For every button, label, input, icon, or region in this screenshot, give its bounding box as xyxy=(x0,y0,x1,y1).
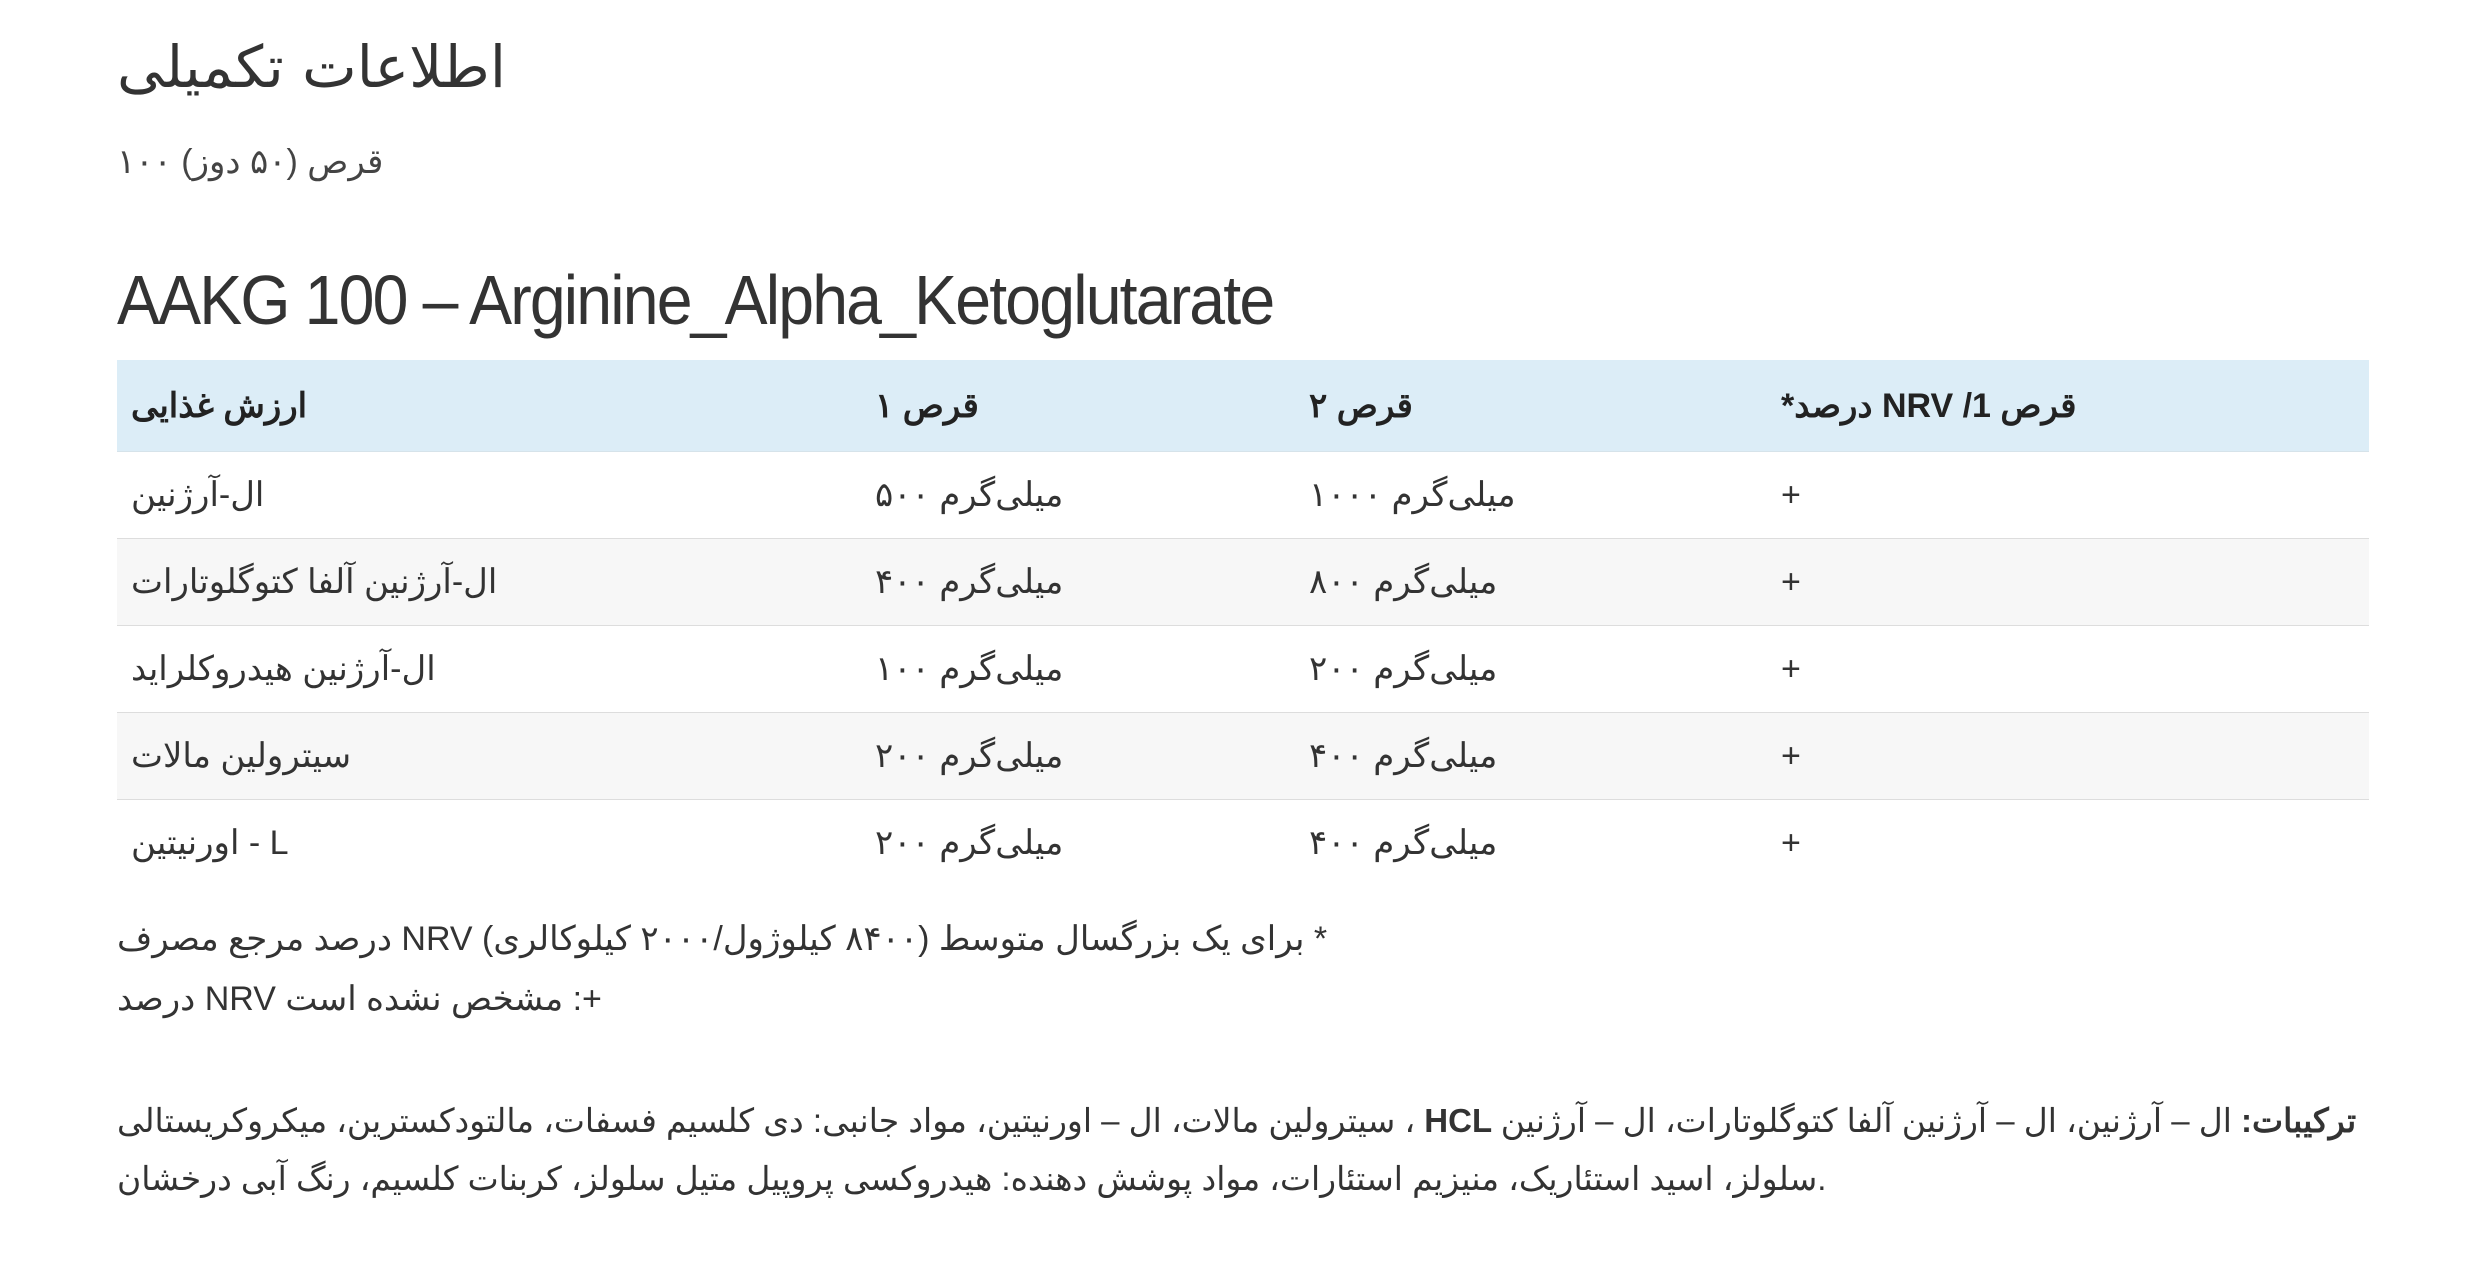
nrv-percent: + xyxy=(1781,823,1801,862)
ingredients-line-2: سلولز، اسید استئاریک، منیزیم استئارات، مواد پوشش دهنده: هیدروکسی پروپیل متیل سلولز، کربنات کلسیم، رنگ آبی درخشان. xyxy=(117,1160,1827,1197)
table-body xyxy=(117,452,2369,887)
column-header-one-tablet: قرص ۱ xyxy=(861,360,1295,452)
nutrition-table xyxy=(117,360,2369,886)
ingredients-line-1 xyxy=(117,1092,2369,1150)
nrv-percent: + xyxy=(1767,713,2369,800)
ingredients-label: HCL ترکیبات: xyxy=(1424,1102,2357,1139)
table-row xyxy=(117,713,2369,800)
nrv-percent: + xyxy=(1767,626,2369,713)
amount-two-tablets: میلی‌گرم ۴۰۰ xyxy=(1295,713,1767,800)
ingredients-line-1-end: ال – آرژنین، ال – آرژنین آلفا کتوگلوتارات، ال – آرژنین xyxy=(1500,1102,2242,1139)
nutrient-name: L - اورنیتین xyxy=(131,824,289,862)
amount-two-tablets: میلی‌گرم ۴۰۰ xyxy=(1309,824,1498,862)
table-header-row xyxy=(117,360,2369,452)
amount-one-tablet: میلی‌گرم ۴۰۰ xyxy=(861,539,1295,626)
column-header-two-tablets: قرص ۲ xyxy=(1295,360,1767,452)
table-row xyxy=(117,800,2369,887)
table-row xyxy=(117,452,2369,539)
table-header xyxy=(117,360,2369,452)
amount-two-tablets: میلی‌گرم ۸۰۰ xyxy=(1295,539,1767,626)
table-row xyxy=(117,626,2369,713)
amount-one-tablet: میلی‌گرم ۱۰۰ xyxy=(861,626,1295,713)
nrv-percent: + xyxy=(1767,539,2369,626)
ingredients-line-1-start: سیترولین مالات، ال – اورنیتین، مواد جانبی: دی کلسیم فسفات، مالتودکسترین، میکروکریستالی ، xyxy=(117,1102,1416,1139)
nutrient-name: ال-آرژنین هیدروکلراید xyxy=(117,626,861,713)
amount-one-tablet: میلی‌گرم ۵۰۰ xyxy=(861,452,1295,539)
nutrient-name: ال-آرژنین xyxy=(117,452,861,539)
column-header-nutrition-value: ارزش غذایی xyxy=(117,360,861,452)
amount-one-tablet: میلی‌گرم ۲۰۰ xyxy=(861,713,1295,800)
amount-one-tablet: میلی‌گرم ۲۰۰ xyxy=(875,824,1064,862)
nrv-percent: + xyxy=(1767,452,2369,539)
nutrient-name: ال-آرژنین آلفا کتوگلوتارات xyxy=(117,539,861,626)
nrv-undetermined-note: +: مشخص نشده است NRV درصد xyxy=(117,980,602,1018)
nrv-reference-note: * برای یک بزرگسال متوسط (۸۴۰۰ کیلوژول/۲۰۰۰ کیلوکالری) NRV درصد مرجع مصرف xyxy=(117,920,1328,958)
amount-two-tablets: میلی‌گرم ۱۰۰۰ xyxy=(1295,452,1767,539)
table-row xyxy=(117,539,2369,626)
amount-two-tablets: میلی‌گرم ۲۰۰ xyxy=(1295,626,1767,713)
page-subtitle: قرص (۵۰ دوز) ۱۰۰ xyxy=(117,143,384,181)
column-header-nrv-percent: قرص 1/ NRV درصد* xyxy=(1767,360,2369,452)
nutrient-name: سیترولین مالات xyxy=(117,713,861,800)
ingredients-paragraph xyxy=(117,1092,2369,1208)
page-title: اطلاعات تکمیلی xyxy=(117,33,506,101)
product-title: AAKG 100 – Arginine_Alpha_Ketoglutarate xyxy=(117,261,1274,339)
